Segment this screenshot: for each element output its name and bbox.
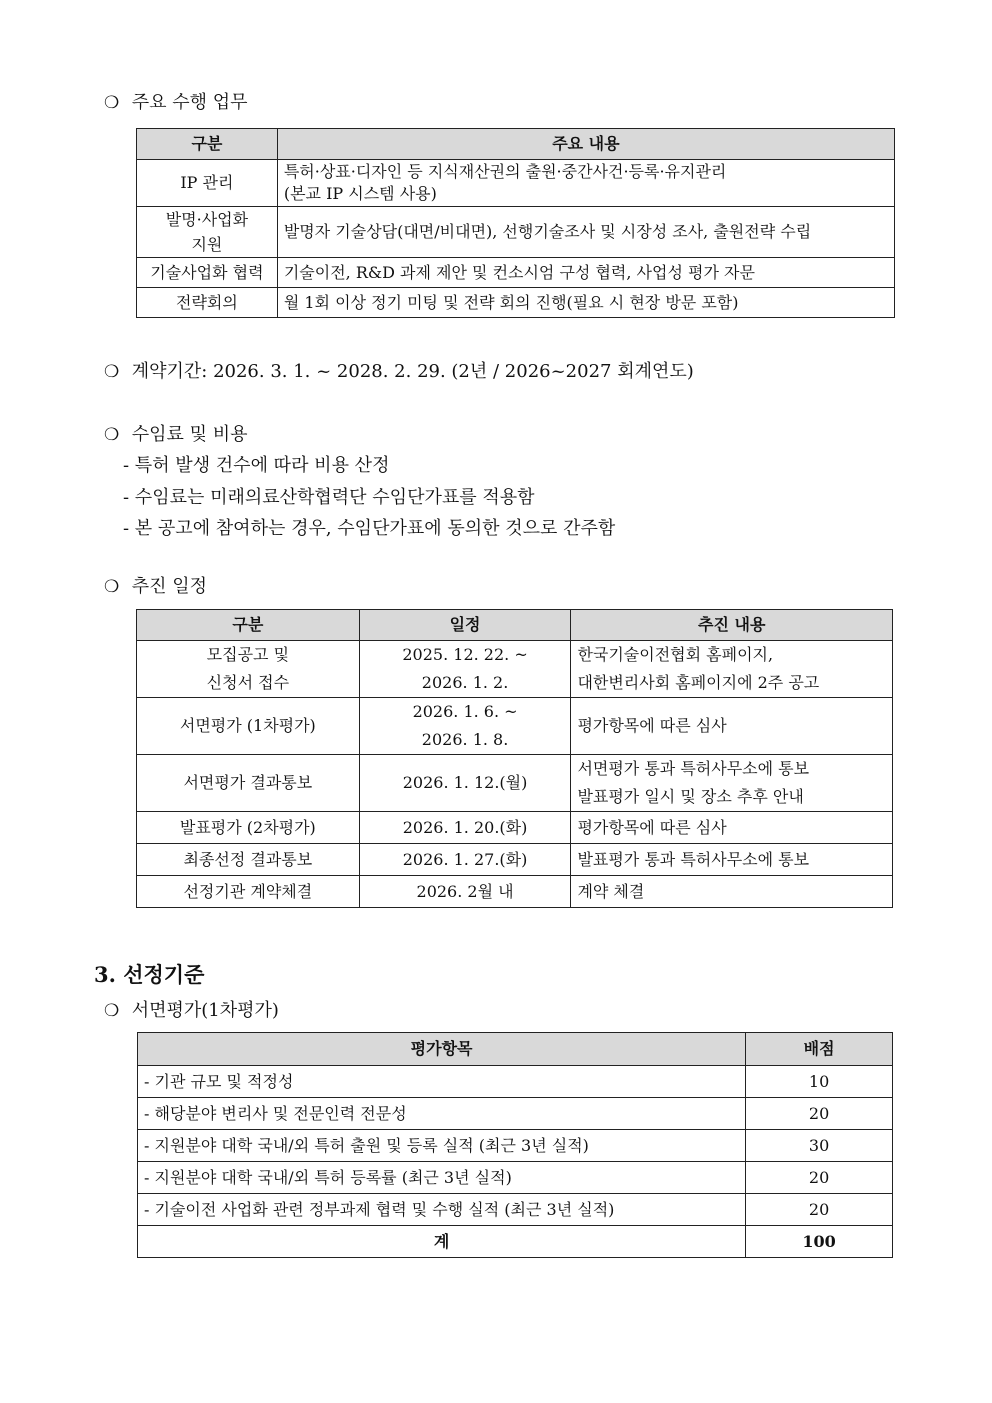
table-row [137,207,895,258]
schedule-header-desc: 추진 내용 [571,610,893,641]
criteria-table [137,1032,893,1258]
circle-bullet-icon: ❍ [104,425,120,445]
criteria-header-score: 배점 [746,1033,893,1066]
table-row [138,1130,893,1162]
criteria-total-score: 100 [746,1226,893,1258]
schedule-header-row [137,610,893,641]
fee-item: - 수임료는 미래의료산학협력단 수임단가표를 적용함 [123,487,535,508]
schedule-category: 최종선정 결과통보 [137,844,360,876]
duties-header-content: 주요 내용 [277,129,894,160]
criteria-score: 20 [746,1098,893,1130]
schedule-desc: 한국기술이전협회 홈페이지, 대한변리사회 홈페이지에 2주 공고 [571,641,893,698]
duty-content: 발명자 기술상담(대면/비대면), 선행기술조사 및 시장성 조사, 출원전략 수립 [277,207,894,258]
schedule-desc: 평가항목에 따른 심사 [571,812,893,844]
criteria-score: 10 [746,1066,893,1098]
duty-content: 월 1회 이상 정기 미팅 및 전략 회의 진행(필요 시 현장 방문 포함) [277,288,894,318]
criteria-header-item: 평가항목 [138,1033,746,1066]
table-row [138,1098,893,1130]
schedule-desc: 평가항목에 따른 심사 [571,698,893,755]
table-row [137,755,893,812]
criteria-score: 20 [746,1194,893,1226]
criteria-heading: ❍ 서면평가(1차평가) [104,1000,279,1021]
criteria-item: - 지원분야 대학 국내/외 특허 등록률 (최근 3년 실적) [138,1162,746,1194]
fees-heading: ❍ 수임료 및 비용 [104,424,248,445]
duties-header-category: 구분 [137,129,278,160]
schedule-date: 2026. 1. 12.(월) [359,755,571,812]
schedule-date: 2026. 1. 27.(화) [359,844,571,876]
schedule-heading: ❍ 추진 일정 [104,576,208,597]
schedule-date: 2025. 12. 22. ~ 2026. 1. 2. [359,641,571,698]
criteria-total-label: 계 [138,1226,746,1258]
table-row [137,160,895,207]
table-row [137,288,895,318]
duties-header-row [137,129,895,160]
schedule-desc: 발표평가 통과 특허사무소에 통보 [571,844,893,876]
fee-item: - 특허 발생 건수에 따라 비용 산정 [123,455,390,476]
duty-category: IP 관리 [137,160,278,207]
circle-bullet-icon: ❍ [104,1001,120,1021]
table-row [137,258,895,288]
schedule-date: 2026. 2월 내 [359,876,571,908]
table-row [137,844,893,876]
criteria-score: 20 [746,1162,893,1194]
table-row [137,641,893,698]
criteria-score: 30 [746,1130,893,1162]
schedule-desc: 계약 체결 [571,876,893,908]
duty-content: 기술이전, R&D 과제 제안 및 컨소시엄 구성 협력, 사업성 평가 자문 [277,258,894,288]
contract-period: ❍ 계약기간: 2026. 3. 1. ~ 2028. 2. 29. (2년 / 2026~2027 회계연도) [104,361,694,382]
table-row [138,1194,893,1226]
circle-bullet-icon: ❍ [104,362,120,382]
table-row [138,1162,893,1194]
schedule-category: 서면평가 결과통보 [137,755,360,812]
schedule-category: 발표평가 (2차평가) [137,812,360,844]
schedule-date: 2026. 1. 6. ~ 2026. 1. 8. [359,698,571,755]
table-row [138,1066,893,1098]
table-row [137,812,893,844]
duties-table [136,128,895,318]
criteria-item: - 기관 규모 및 적정성 [138,1066,746,1098]
duty-category: 전략회의 [137,288,278,318]
criteria-item: - 지원분야 대학 국내/외 특허 출원 및 등록 실적 (최근 3년 실적) [138,1130,746,1162]
duty-category: 기술사업화 협력 [137,258,278,288]
schedule-header-date: 일정 [359,610,571,641]
duty-content: 특허·상표·디자인 등 지식재산권의 출원·중간사건·등록·유지관리 (본교 IP 시스템 사용) [277,160,894,207]
duty-category: 발명·사업화 지원 [137,207,278,258]
schedule-table [136,609,893,908]
criteria-header-row [138,1033,893,1066]
table-row [137,698,893,755]
table-row [137,876,893,908]
schedule-desc: 서면평가 통과 특허사무소에 통보 발표평가 일시 및 장소 추후 안내 [571,755,893,812]
duties-heading: ❍ 주요 수행 업무 [104,92,248,113]
schedule-date: 2026. 1. 20.(화) [359,812,571,844]
criteria-item: - 기술이전 사업화 관련 정부과제 협력 및 수행 실적 (최근 3년 실적) [138,1194,746,1226]
circle-bullet-icon: ❍ [104,577,120,597]
criteria-total-row [138,1226,893,1258]
schedule-category: 서면평가 (1차평가) [137,698,360,755]
schedule-category: 선정기관 계약체결 [137,876,360,908]
schedule-header-category: 구분 [137,610,360,641]
fee-item: - 본 공고에 참여하는 경우, 수임단가표에 동의한 것으로 간주함 [123,518,616,539]
criteria-item: - 해당분야 변리사 및 전문인력 전문성 [138,1098,746,1130]
circle-bullet-icon: ❍ [104,93,120,113]
section-title: 3. 선정기준 [94,962,205,987]
schedule-category: 모집공고 및 신청서 접수 [137,641,360,698]
